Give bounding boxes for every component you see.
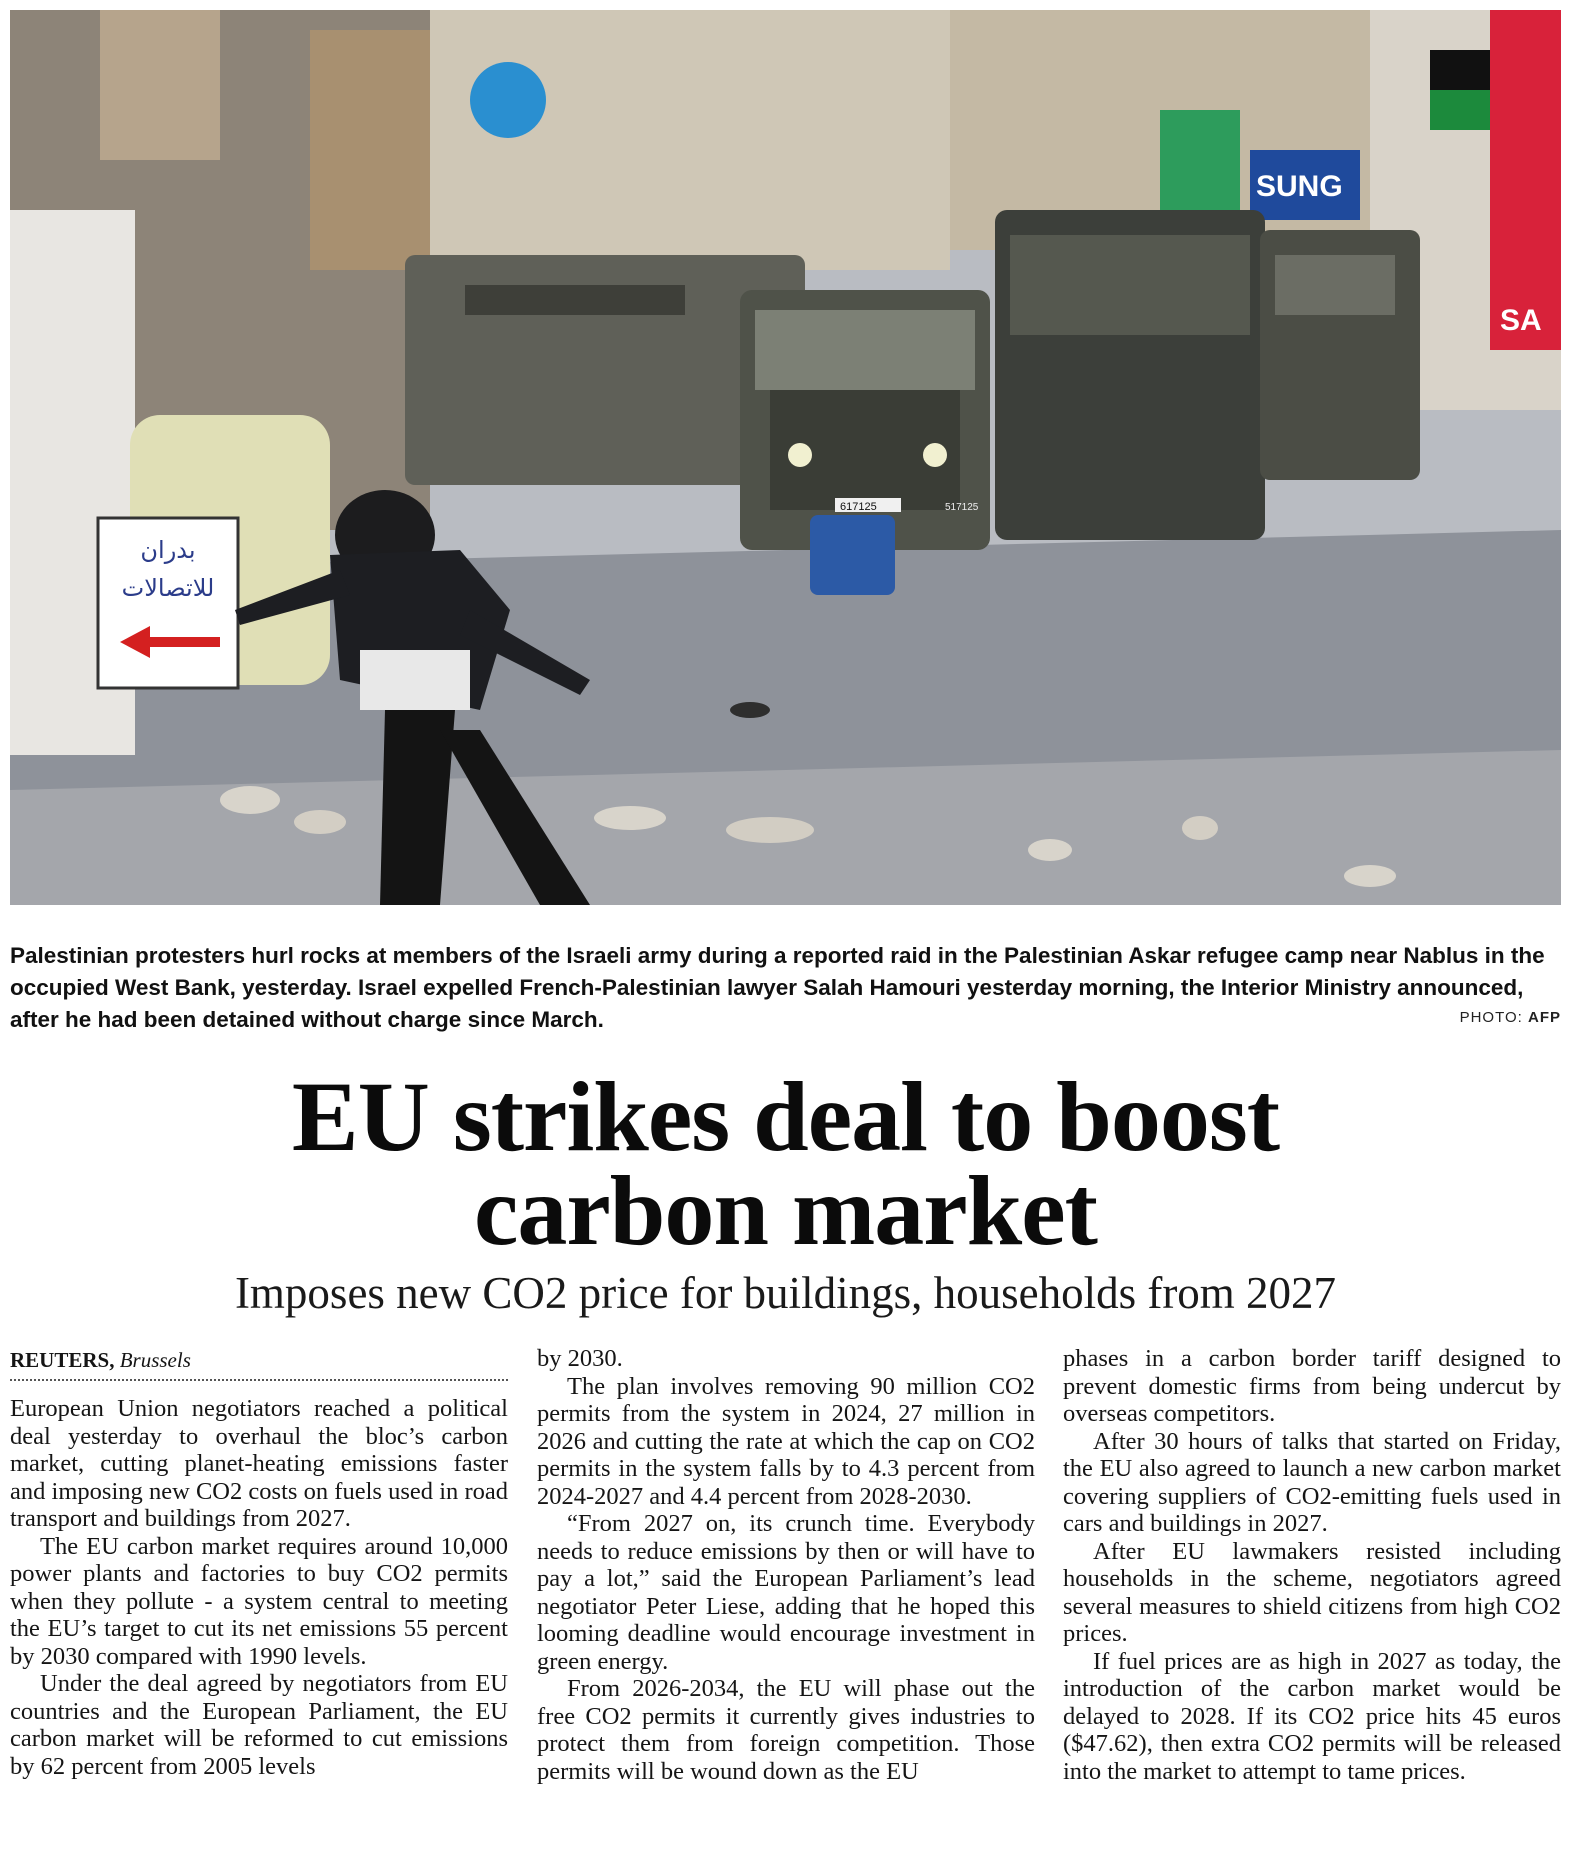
paragraph: From 2026-2034, the EU will phase out the free CO2 permits it currently gives industries to protect them from foreign competition. Those permits will be wound down as the EU bbox=[537, 1675, 1035, 1785]
credit-label: PHOTO: bbox=[1459, 1009, 1523, 1026]
news-photo bbox=[10, 10, 1561, 905]
sign-arabic-line1: بدران bbox=[140, 536, 196, 564]
article-column-1 bbox=[10, 1345, 508, 1780]
paragraph: phases in a carbon border tariff designed to prevent domestic firms from being undercut by overseas competitors. bbox=[1063, 1345, 1561, 1427]
location: Brussels bbox=[119, 1348, 191, 1372]
plate-left: 617125 bbox=[840, 501, 877, 513]
side-sign-text: SA bbox=[1500, 304, 1542, 337]
paragraph: After EU lawmakers resisted including households in the scheme, negotiators agreed several measures to shield citizens from high CO2 prices. bbox=[1063, 1537, 1561, 1647]
photo-credit bbox=[1460, 1009, 1561, 1026]
headline-line1: EU strikes deal to boost bbox=[291, 1061, 1280, 1172]
paragraph: The plan involves removing 90 million CO2 permits from the system in 2024, 27 million in 2026 and cutting the rate at which the cap on CO2 permits in the system falls by to 4.3 percent from 2024-2027 and 4.4 percent from 2028-2030. bbox=[537, 1372, 1035, 1510]
paragraph: Under the deal agreed by negotiators from EU countries and the European Parliament, the EU carbon market will be reformed to cut emissions by 62 percent from 2005 levels bbox=[10, 1670, 508, 1780]
shop-sign-text: SUNG bbox=[1256, 170, 1343, 203]
paragraph: “From 2027 on, its crunch time. Everybody needs to reduce emissions by then or will have to pay a lot,” said the European Parliament’s lead negotiator Peter Liese, adding that he hoped this looming deadline would encourage investment in green energy. bbox=[537, 1510, 1035, 1675]
byline: REUTERS, bbox=[10, 1348, 115, 1372]
paragraph: If fuel prices are as high in 2027 as today, the introduction of the carbon market would be delayed to 2028. If its CO2 price hits 45 euros ($47.62), then extra CO2 permits will be released into the market to attempt to tame prices. bbox=[1063, 1647, 1561, 1785]
subheadline: Imposes new CO2 price for buildings, households from 2027 bbox=[234, 1268, 1337, 1318]
dateline bbox=[10, 1345, 508, 1375]
paragraph: by 2030. bbox=[537, 1345, 623, 1372]
headline-line2: carbon market bbox=[474, 1155, 1097, 1266]
sign-arabic-line2: للاتصالات bbox=[121, 574, 215, 602]
paragraph: After 30 hours of talks that started on Friday, the EU also agreed to launch a new carbon market covering suppliers of CO2-emitting fuels used in cars and buildings in 2027. bbox=[1063, 1427, 1561, 1537]
dotted-divider bbox=[10, 1379, 508, 1381]
photo-caption: Palestinian protesters hurl rocks at members of the Israeli army during a reported raid in the Palestinian Askar refugee camp near Nablus in the occupied West Bank, yesterday. Israel expelled French-Palestinian lawyer Salah Hamouri yesterday morning, the Interior Ministry announced, after he had been detained without charge since March. bbox=[10, 943, 1545, 1032]
headline bbox=[0, 1061, 1571, 1266]
plate-right: 517125 bbox=[945, 502, 979, 513]
article-column-3 bbox=[1063, 1345, 1561, 1785]
credit-source: AFP bbox=[1528, 1009, 1561, 1026]
street-scene-photo-icon bbox=[10, 10, 1561, 905]
paragraph: European Union negotiators reached a political deal yesterday to overhaul the bloc’s carbon market, cutting planet-heating emissions faster and imposing new CO2 costs on fuels used in road transport and buildings from 2027. bbox=[10, 1395, 508, 1532]
article-column-2 bbox=[537, 1345, 1035, 1785]
paragraph: The EU carbon market requires around 10,000 power plants and factories to buy CO2 permits when they pollute - a system central to meeting the EU’s target to cut its net emissions 55 percent by 2030 compared with 1990 levels. bbox=[10, 1532, 508, 1670]
